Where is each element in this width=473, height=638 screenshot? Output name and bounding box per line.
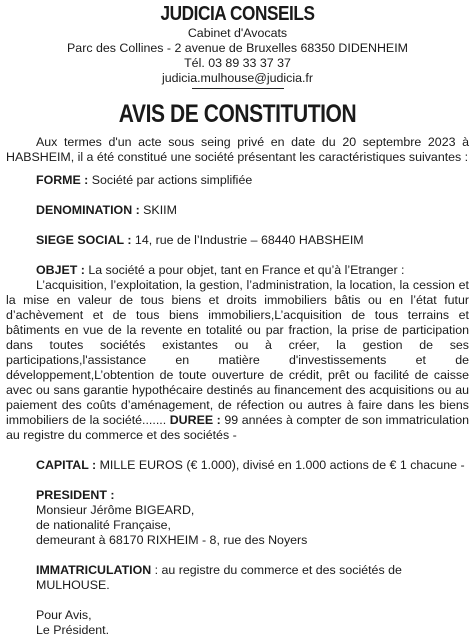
- capital-line: [6, 458, 469, 473]
- objet-line: [6, 263, 469, 278]
- immatriculation-value: : au registre du commerce et des sociétés de MULHOUSE.: [36, 563, 402, 592]
- president-address: demeurant à 68170 RIXHEIM - 8, rue des Noyers: [36, 533, 308, 547]
- header-divider: [192, 88, 284, 89]
- president-nationality: de nationalité Française,: [36, 518, 172, 532]
- president-name: Monsieur Jérôme BIGEARD,: [36, 503, 195, 517]
- president-label: PRESIDENT :: [36, 488, 115, 502]
- firm-email: judicia.mulhouse@judicia.fr: [161, 71, 313, 85]
- immatriculation-label: IMMATRICULATION: [36, 563, 152, 577]
- forme-line: [6, 173, 469, 188]
- closing-block: [6, 608, 469, 638]
- forme-label: FORME :: [36, 173, 89, 187]
- siege-value: 14, rue de l’Industrie – 68440 HABSHEIM: [131, 233, 364, 247]
- intro-paragraph: Aux termes d'un acte sous seing privé en date du 20 septembre 2023 à HABSHEIM, il a été constitué une société présentant les caractéristiques suivantes :: [6, 135, 469, 164]
- closing-signature: Le Président.: [36, 623, 110, 637]
- objet-detail: L’acquisition, l’exploitation, la gestion, l’administration, la location, la cession et la mise en valeur de tous biens et droits immobiliers bâtis ou en l’état futur d’achèvement et de tous biens immobiliers,L’acquisition de tous terrains et bâtiments en vue de la revente en totalité ou par fraction, la prise de participation dans toutes sociétés existantes ou à créer, la gestion de ses participations,l'assistance en matière d'investissements et de développement,L’obtention de toute ouverture de crédit, prêt ou facilité de caisse avec ou sans garantie hypothécaire destinés au financement des acquisitions ou au paiement des coûts d’aménagement, de réfection ou autres à faire dans les biens immobiliers de la société.......: [6, 278, 469, 427]
- objet-label: OBJET :: [36, 263, 85, 277]
- siege-label: SIEGE SOCIAL :: [36, 233, 132, 247]
- firm-phone: Tél. 03 89 33 37 37: [184, 56, 291, 70]
- denomination-label: DENOMINATION :: [36, 203, 140, 217]
- denomination-line: [6, 203, 469, 218]
- firm-type: Cabinet d'Avocats: [187, 26, 288, 40]
- legal-notice: [0, 2, 473, 637]
- immatriculation-line: [6, 563, 469, 593]
- siege-line: [6, 233, 469, 248]
- capital-label: CAPITAL :: [36, 458, 97, 472]
- notice-title: AVIS DE CONSTITUTION: [118, 100, 357, 128]
- denomination-value: SKIIM: [139, 203, 177, 217]
- objet-detail-paragraph: [6, 278, 469, 443]
- firm-address: Parc des Collines - 2 avenue de Bruxelles 68350 DIDENHEIM: [67, 41, 408, 55]
- president-block: [6, 488, 469, 548]
- closing-pour-avis: Pour Avis,: [36, 608, 92, 622]
- forme-value: Société par actions simplifiée: [88, 173, 253, 187]
- objet-value: La société a pour objet, tant en France et qu’à l’Etranger :: [84, 263, 405, 277]
- firm-name: JUDICIA CONSEILS: [160, 3, 315, 25]
- duree-label: DUREE :: [169, 413, 221, 427]
- capital-value: MILLE EUROS (€ 1.000), divisé en 1.000 actions de € 1 chacune -: [96, 458, 465, 472]
- duree-value: 99 années à compter de son immatriculation au registre du commerce et des sociétés -: [6, 413, 469, 442]
